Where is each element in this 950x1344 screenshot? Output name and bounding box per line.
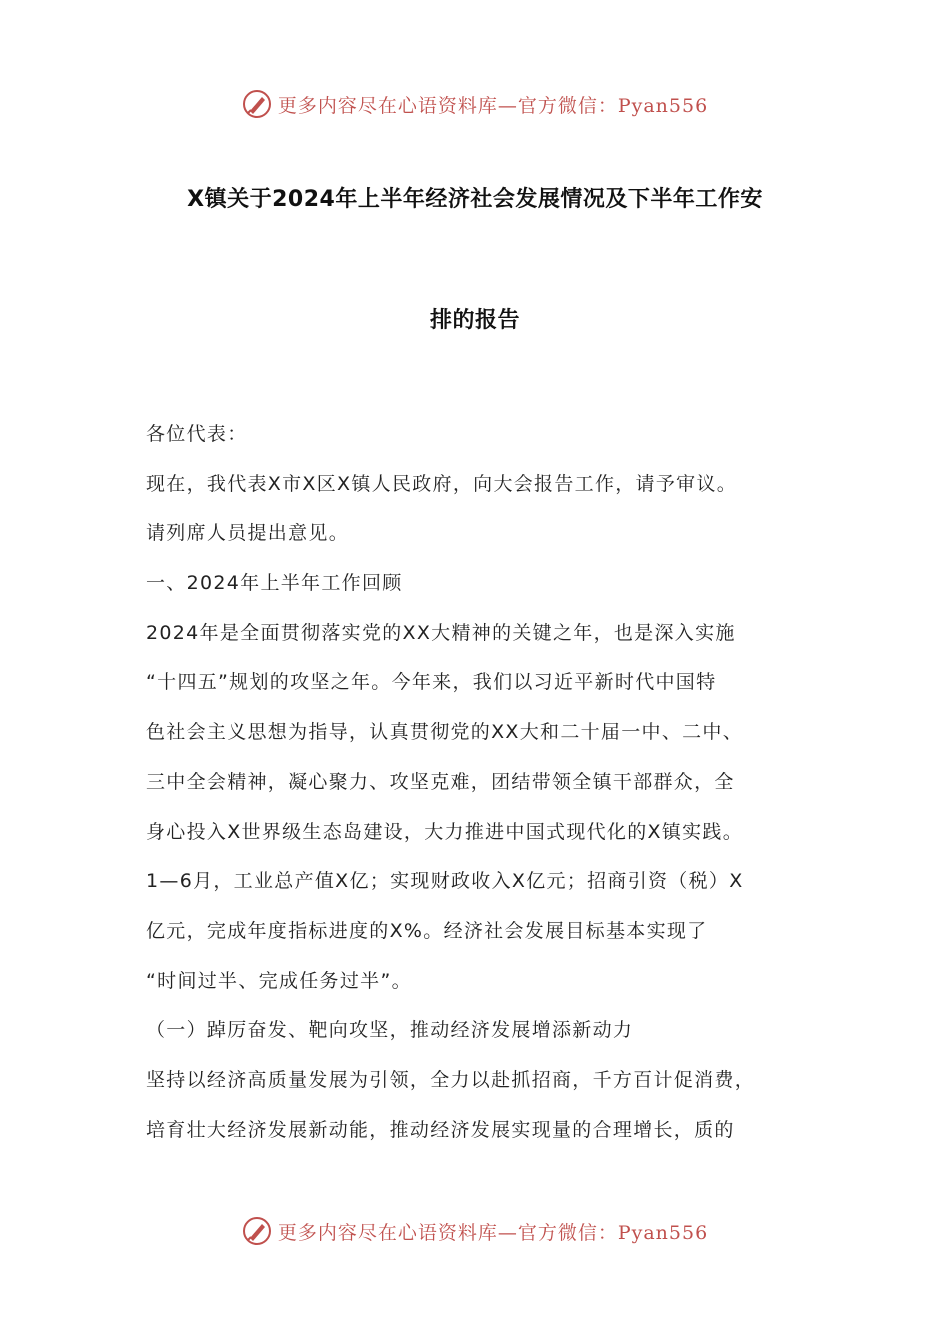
- body-line: 色社会主义思想为指导，认真贯彻党的XX大和二十届一中、二中、: [146, 721, 744, 744]
- body-line: “时间过半、完成任务过半”。: [146, 969, 412, 992]
- pen-logo-icon: [242, 89, 272, 119]
- subsection-heading: （一）踔厉奋发、靶向攻坚，推动经济发展增添新动力: [146, 1019, 634, 1042]
- body-line: 培育壮大经济发展新动能，推动经济发展实现量的合理增长，质的: [146, 1118, 735, 1141]
- document-title-line-2: 排的报告: [429, 308, 520, 333]
- body-line: 身心投入X世界级生态岛建设，大力推进中国式现代化的X镇实践。: [146, 820, 744, 843]
- watermark-banner-top: [0, 84, 950, 124]
- section-heading: 一、2024年上半年工作回顾: [146, 572, 403, 595]
- body-line: 现在，我代表X市X区X镇人民政府，向大会报告工作，请予审议。: [146, 472, 738, 495]
- watermark-text: 更多内容尽在心语资料库—官方微信：Pyan556: [277, 1221, 709, 1244]
- body-line: 三中全会精神，凝心聚力、攻坚克难，团结带领全镇干部群众，全: [146, 770, 735, 793]
- document-body: [146, 420, 816, 1165]
- body-line: 1—6月，工业总产值X亿；实现财政收入X亿元；招商引资（税）X: [146, 870, 744, 893]
- body-line: 亿元，完成年度指标进度的X%。经济社会发展目标基本实现了: [146, 919, 708, 942]
- pen-logo-icon: [242, 1216, 272, 1246]
- watermark-text: 更多内容尽在心语资料库—官方微信：Pyan556: [277, 94, 709, 117]
- body-line: 坚持以经济高质量发展为引领，全力以赴抓招商，千方百计促消费，: [146, 1068, 756, 1091]
- body-line: 请列席人员提出意见。: [146, 522, 350, 545]
- document-title-line-1: X镇关于2024年上半年经济社会发展情况及下半年工作安: [187, 187, 763, 212]
- body-line: 2024年是全面贯彻落实党的XX大精神的关键之年，也是深入实施: [146, 621, 736, 644]
- body-line: “十四五”规划的攻坚之年。今年来，我们以习近平新时代中国特: [146, 671, 717, 694]
- body-line: 各位代表：: [146, 423, 248, 445]
- watermark-banner-bottom: [0, 1211, 950, 1251]
